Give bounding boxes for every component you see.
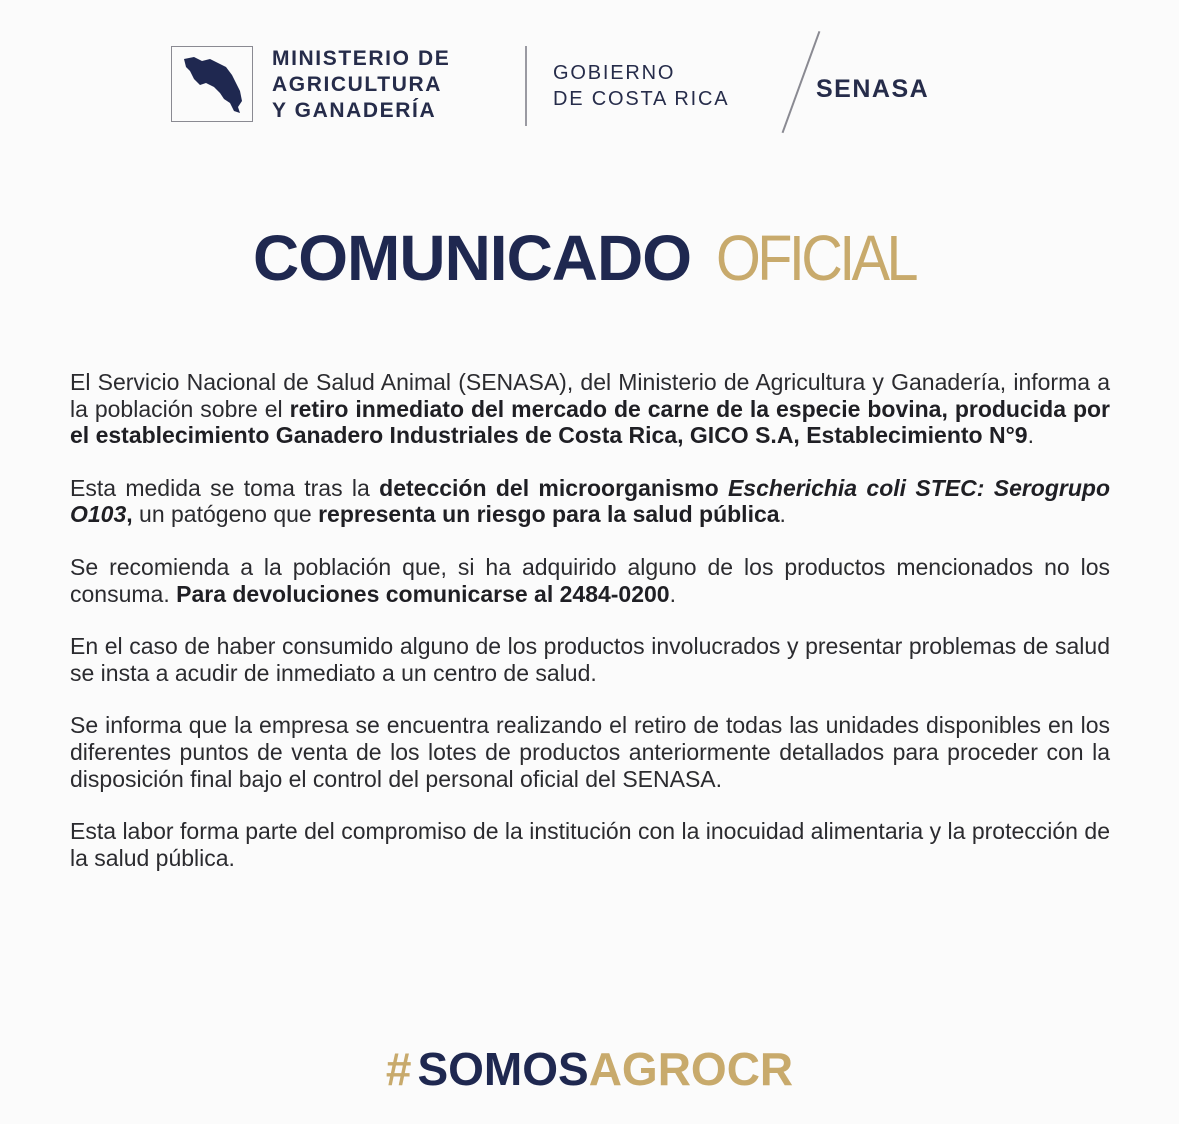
text: . <box>779 501 786 528</box>
text: un patógeno que <box>132 501 319 528</box>
text: En el caso de haber consumido alguno de los productos involucrados y presentar problemas de salud se insta a acudir de inmediato a un centro de salud. <box>70 633 1110 686</box>
text: Esta medida se toma tras la <box>70 474 380 501</box>
ministry-line: AGRICULTURA <box>272 73 443 96</box>
agency-name: SENASA <box>816 75 930 103</box>
bold-text: representa un riesgo para la salud pública <box>318 501 780 528</box>
communique-body <box>70 369 1110 897</box>
government-line: GOBIERNO <box>553 62 676 84</box>
ministry-logo <box>171 46 253 122</box>
ministry-name <box>272 46 450 124</box>
bold-text: Para devoluciones comunicarse al 2484-0200 <box>176 580 670 607</box>
text: Esta labor forma parte del compromiso de la institución con la inocuidad alimentaria y la protección de la salud pública. <box>70 818 1110 871</box>
bold-text: Escherichia coli STEC: Serogrupo O103 <box>70 474 1111 528</box>
ministry-line: MINISTERIO DE <box>272 47 451 70</box>
title-part2: OFICIAL <box>716 222 915 294</box>
bold-text: retiro inmediato del mercado de carne de la especie bovina, producida por el establecimiento Ganadero Industriales de Costa Rica, GICO S.A, Establecimiento N°9 <box>70 395 1110 449</box>
hashtag-part1: SOMOS <box>417 1043 589 1095</box>
slash-divider <box>782 31 820 133</box>
paragraph <box>70 712 1110 792</box>
text: Se recomienda a la población que, si ha adquirido alguno de los productos mencionados no los consuma. <box>70 553 1110 607</box>
hashtag-symbol: # <box>385 1043 412 1095</box>
title-part1: COMUNICADO <box>253 222 692 294</box>
divider <box>525 46 527 126</box>
text: El Servicio Nacional de Salud Animal (SENASA), del Ministerio de Agricultura y Ganadería, informa a la población sobre el <box>70 369 1110 422</box>
paragraph <box>70 369 1110 449</box>
text: . <box>1027 422 1034 449</box>
paragraph <box>70 633 1110 686</box>
government-name <box>553 60 729 112</box>
hashtag <box>0 1042 1179 1096</box>
hashtag-part2: AGROCR <box>588 1043 794 1095</box>
bold-text: detección del microorganismo <box>379 474 728 501</box>
ministry-line: Y GANADERÍA <box>272 99 437 122</box>
bold-text: , <box>126 501 133 528</box>
paragraph <box>70 818 1110 871</box>
text: Se informa que la empresa se encuentra realizando el retiro de todas las unidades disponibles en los diferentes puntos de venta de los lotes de productos anteriormente detallados para proceder con la disposición final bajo el control del personal oficial del SENASA. <box>70 712 1110 792</box>
paragraph <box>70 554 1110 607</box>
costa-rica-map-icon <box>180 53 246 117</box>
page-title <box>0 218 1179 298</box>
text: . <box>669 580 676 607</box>
government-line: DE COSTA RICA <box>553 88 730 110</box>
paragraph <box>70 475 1110 528</box>
